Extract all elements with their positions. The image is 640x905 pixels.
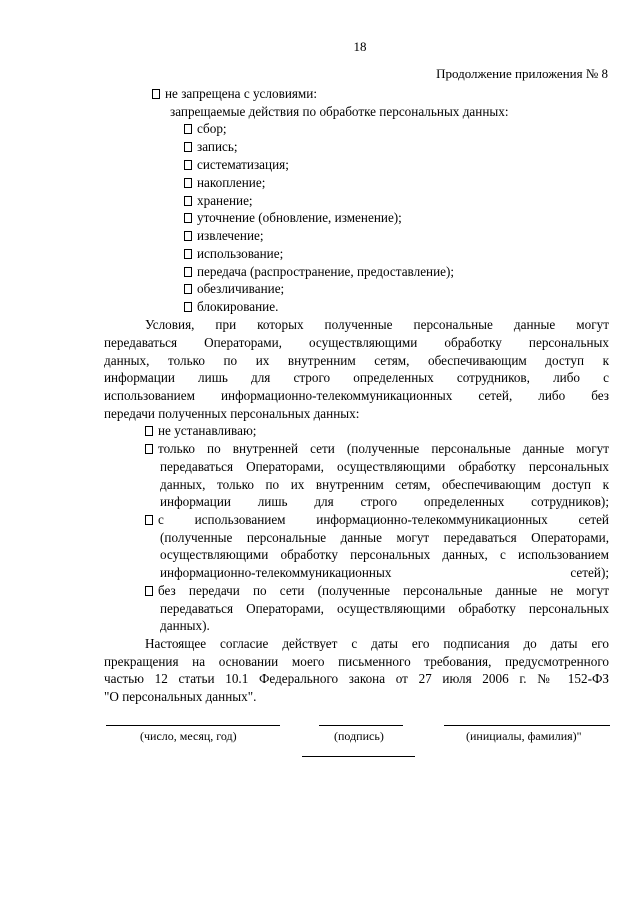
option-text-line: (полученные персональные данные могут передаваться Операторами,	[160, 530, 609, 545]
action-item[interactable]: систематизация;	[184, 156, 289, 174]
action-item[interactable]: обезличивание;	[184, 280, 284, 298]
checkbox-icon[interactable]	[184, 213, 192, 223]
action-item[interactable]: запись;	[184, 138, 238, 156]
action-item[interactable]: накопление;	[184, 174, 265, 192]
checkbox-icon[interactable]	[184, 231, 192, 241]
checkbox-icon[interactable]	[184, 142, 192, 152]
option-text-line: передаваться Операторами, осуществляющими обработку персональных	[160, 601, 609, 616]
date-caption: (число, месяц, год)	[140, 729, 237, 743]
conditions-paragraph-line: передаваться Операторами, осуществляющими обработку персональных	[104, 335, 609, 350]
action-item[interactable]: использование;	[184, 245, 283, 263]
action-item[interactable]: блокирование.	[184, 298, 278, 316]
conditions-paragraph-line: информации лишь для строго определенных сотрудников, либо с	[104, 370, 609, 385]
action-item[interactable]: сбор;	[184, 120, 227, 138]
option-text-line: информационно-телекоммуникационных сетей);	[160, 565, 609, 580]
transfer-option-no-network[interactable]: без передачи по сети (полученные персональные данные не могут	[145, 582, 609, 600]
appendix-continuation-note: Продолжение приложения № 8	[436, 66, 608, 81]
conditions-paragraph-line: Условия, при которых полученные персональные данные могут	[145, 317, 609, 332]
checkbox-icon[interactable]	[184, 196, 192, 206]
name-caption: (инициалы, фамилия)"	[466, 729, 582, 743]
checkbox-icon[interactable]	[184, 267, 192, 277]
checkbox-icon[interactable]	[184, 160, 192, 170]
option-allowed-with-conditions[interactable]	[152, 85, 317, 103]
page-number: 18	[353, 39, 367, 54]
transfer-option-telecom-networks[interactable]: с использованием информационно-телекоммуникационных сетей	[145, 511, 609, 529]
prohibited-actions-heading: запрещаемые действия по обработке персональных данных:	[170, 104, 509, 119]
option-text-line: информации лишь для строго определенных сотрудников);	[160, 494, 609, 509]
option-text-line: данных).	[160, 618, 210, 633]
validity-paragraph-line: "О персональных данных".	[104, 689, 257, 704]
checkbox-icon[interactable]	[145, 426, 153, 436]
conditions-paragraph-line: передачи полученных персональных данных:	[104, 406, 360, 421]
checkbox-icon[interactable]	[145, 444, 153, 454]
checkbox-icon[interactable]	[184, 249, 192, 259]
transfer-option-not-set[interactable]: не устанавливаю;	[145, 422, 256, 440]
checkbox-icon[interactable]	[184, 284, 192, 294]
action-item[interactable]: хранение;	[184, 192, 253, 210]
option-label: не запрещена с условиями:	[165, 86, 318, 101]
checkbox-icon[interactable]	[184, 124, 192, 134]
name-signature-line[interactable]	[444, 725, 610, 726]
option-text-line: данных, только по их внутренним сетям, обеспечивающим доступ к	[160, 477, 609, 492]
checkbox-icon[interactable]	[145, 515, 153, 525]
checkbox-icon[interactable]	[145, 586, 153, 596]
transfer-option-internal-network[interactable]: только по внутренней сети (полученные персональные данные могут	[145, 440, 609, 458]
checkbox-icon[interactable]	[184, 302, 192, 312]
validity-paragraph-line: частью 12 статьи 10.1 Федерального закона от 27 июля 2006 г. № 152-ФЗ	[104, 671, 609, 686]
extra-signature-line[interactable]	[302, 756, 415, 757]
date-signature-line[interactable]	[106, 725, 280, 726]
checkbox-icon[interactable]	[184, 178, 192, 188]
action-item[interactable]: уточнение (обновление, изменение);	[184, 209, 402, 227]
action-item[interactable]: извлечение;	[184, 227, 264, 245]
conditions-paragraph-line: данных, только по их внутренним сетям, обеспечивающим доступ к	[104, 353, 609, 368]
validity-paragraph-line: Настоящее согласие действует с даты его подписания до даты его	[145, 636, 609, 651]
action-item[interactable]: передача (распространение, предоставление);	[184, 263, 454, 281]
option-text-line: осуществляющими обработку персональных данных, с использованием	[160, 547, 609, 562]
option-text-line: передаваться Операторами, осуществляющими обработку персональных	[160, 459, 609, 474]
signature-line[interactable]	[319, 725, 403, 726]
validity-paragraph-line: прекращения на основании моего письменного требования, предусмотренного	[104, 654, 609, 669]
conditions-paragraph-line: использованием информационно-телекоммуникационных сетей, либо без	[104, 388, 609, 403]
checkbox-icon[interactable]	[152, 89, 160, 99]
signature-caption: (подпись)	[334, 729, 384, 743]
